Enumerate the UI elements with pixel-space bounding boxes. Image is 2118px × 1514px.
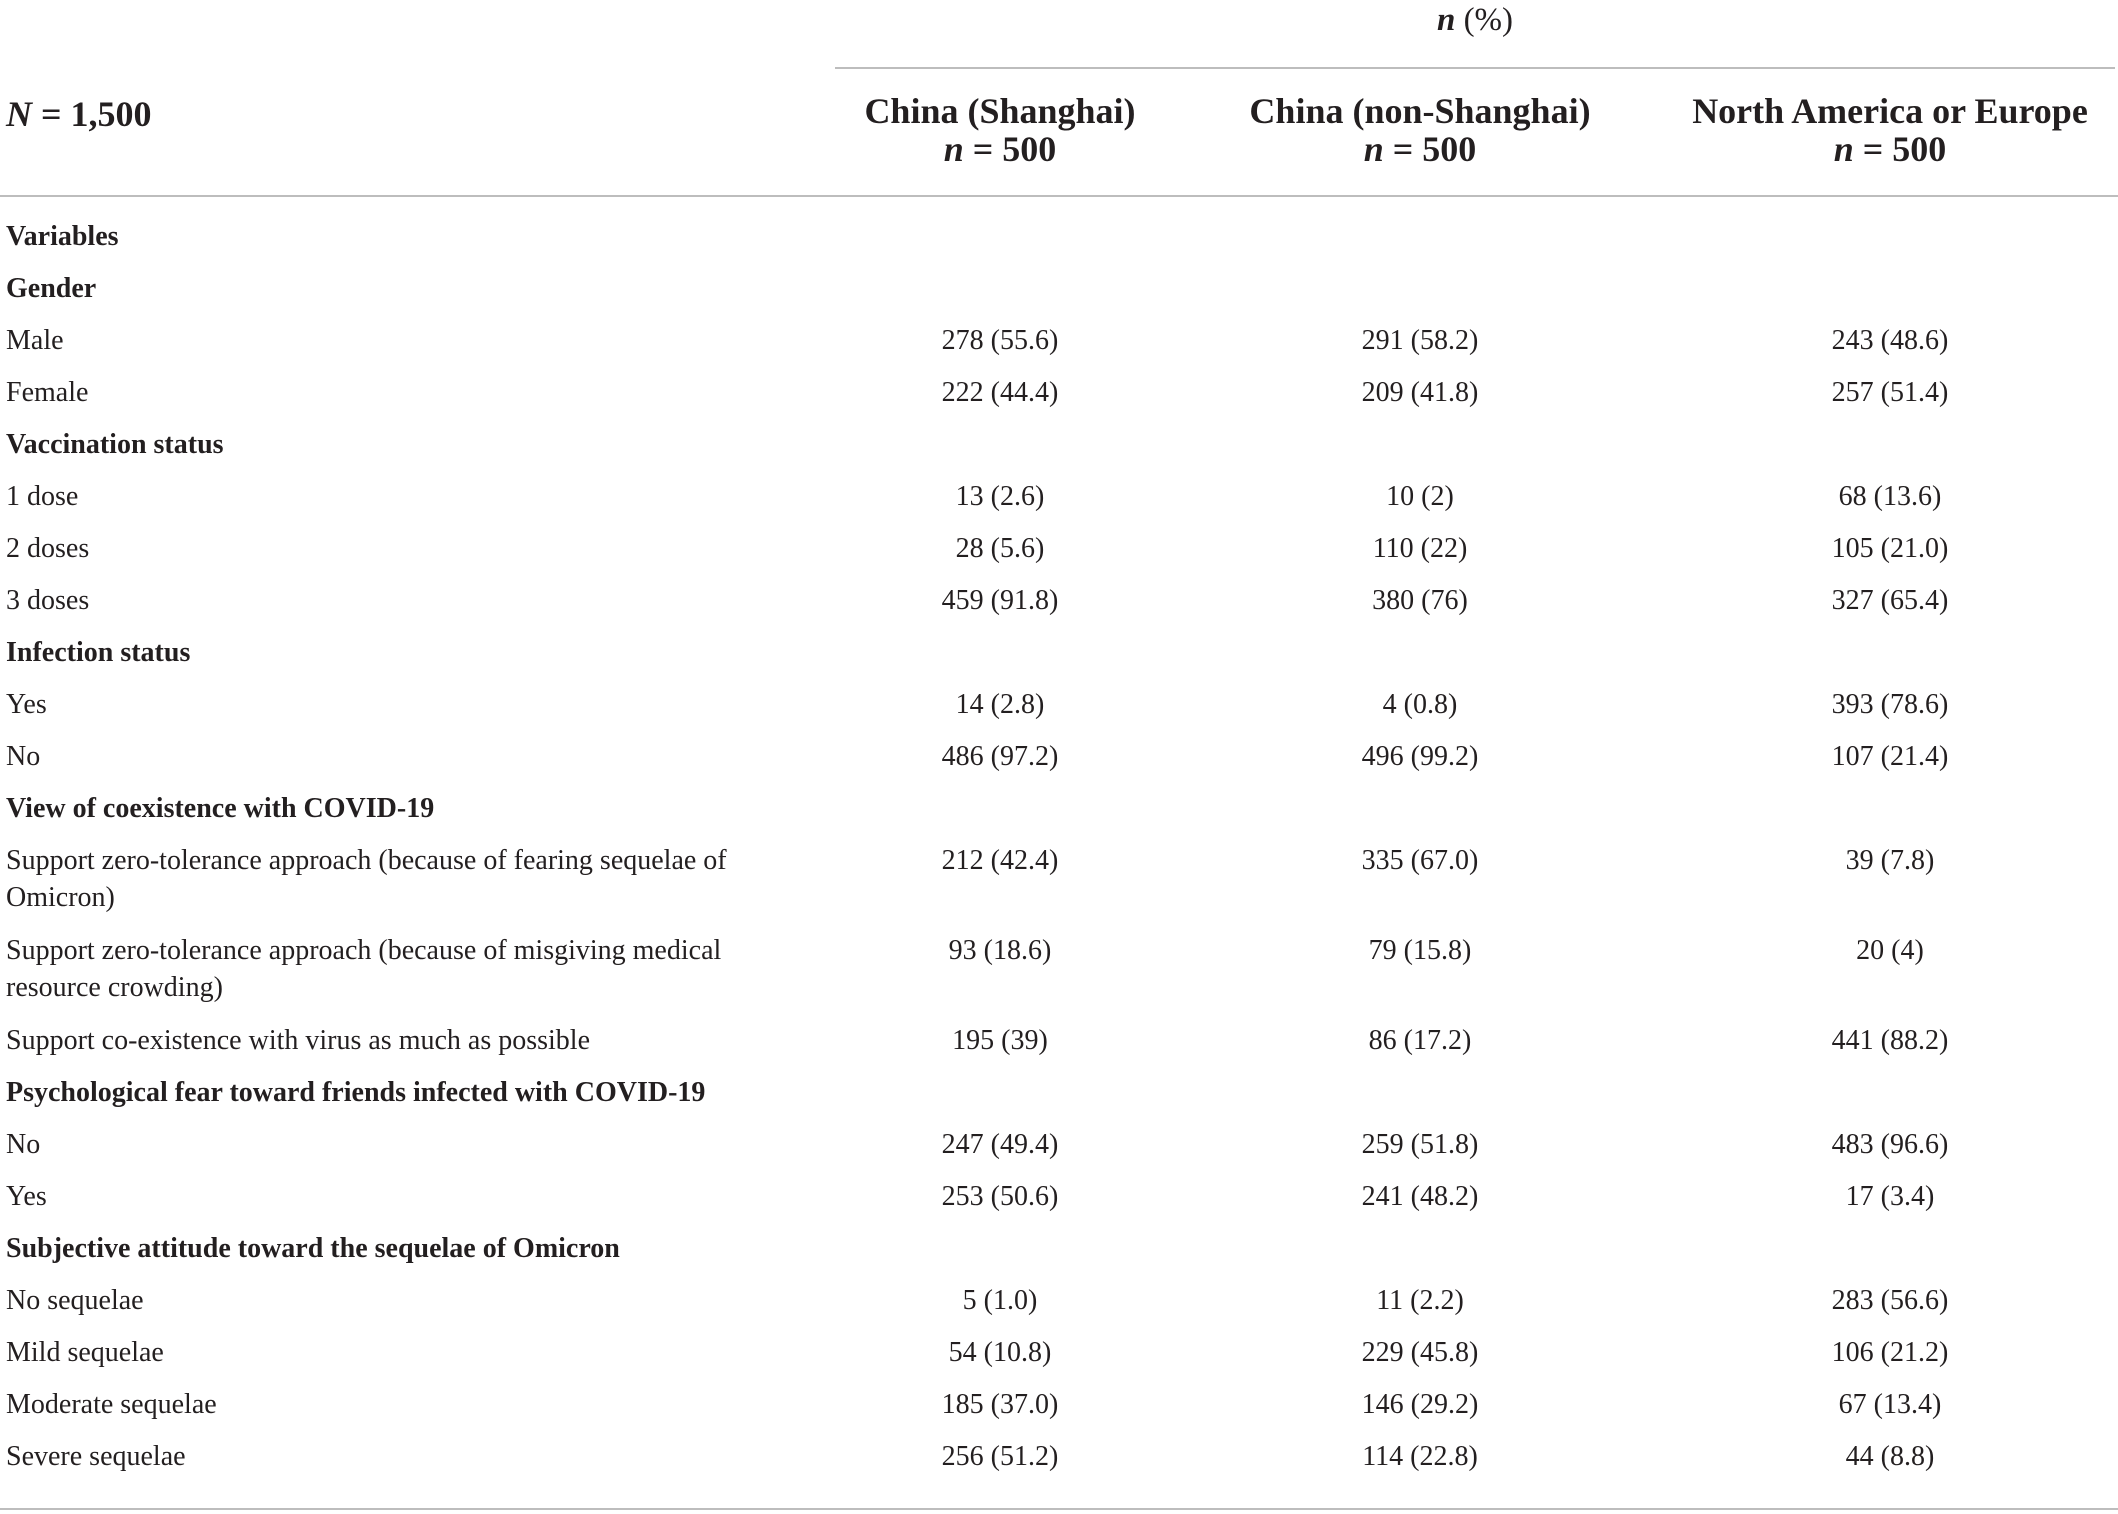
section-header-row xyxy=(0,270,2118,322)
table-cell: 4 (0.8) xyxy=(1382,689,1458,720)
table-cell: 278 (55.6) xyxy=(941,325,1059,356)
table-cell: 20 (4) xyxy=(1856,935,1924,966)
section-label: Infection status xyxy=(6,637,191,668)
row-label: Moderate sequelae xyxy=(6,1389,217,1420)
row-label: Male xyxy=(6,325,64,356)
sample-size-label xyxy=(6,92,152,136)
table-cell: 259 (51.8) xyxy=(1361,1129,1479,1160)
group-divider xyxy=(835,67,2115,69)
table-row xyxy=(0,1178,2118,1230)
table-cell: 256 (51.2) xyxy=(941,1441,1059,1472)
row-label: Yes xyxy=(6,1181,47,1212)
column-header-name: North America or Europe xyxy=(1692,91,2088,131)
section-header-row xyxy=(0,1230,2118,1282)
table-cell: 459 (91.8) xyxy=(941,585,1059,616)
table-cell: 39 (7.8) xyxy=(1845,845,1935,876)
table-row xyxy=(0,932,2118,1022)
sample-size-value: = 1,500 xyxy=(32,94,152,134)
table-row xyxy=(0,1022,2118,1074)
column-header-n-value: = 500 xyxy=(1853,129,1947,169)
table-cell: 291 (58.2) xyxy=(1361,325,1479,356)
table-bottom-rule xyxy=(0,1508,2118,1510)
table-cell: 243 (48.6) xyxy=(1831,325,1949,356)
table-row xyxy=(0,322,2118,374)
table-cell: 486 (97.2) xyxy=(941,741,1059,772)
table-cell: 54 (10.8) xyxy=(948,1337,1052,1368)
section-label: Vaccination status xyxy=(6,429,224,460)
column-header-n xyxy=(1680,130,2100,168)
column-header-n-symbol: n xyxy=(1833,129,1854,169)
row-label: 2 doses xyxy=(6,533,90,564)
table-cell: 79 (15.8) xyxy=(1368,935,1472,966)
section-header-row xyxy=(0,426,2118,478)
table-cell: 68 (13.6) xyxy=(1838,481,1942,512)
table-cell: 327 (65.4) xyxy=(1831,585,1949,616)
column-header-n xyxy=(790,130,1210,168)
table-cell: 222 (44.4) xyxy=(941,377,1059,408)
column-header-north-america-europe xyxy=(1680,92,2100,168)
table-row xyxy=(0,1334,2118,1386)
table-row xyxy=(0,738,2118,790)
row-label: Female xyxy=(6,377,89,408)
section-header-row xyxy=(0,1074,2118,1126)
table-row xyxy=(0,1126,2118,1178)
group-header xyxy=(835,0,2115,40)
table-row xyxy=(0,1438,2118,1490)
row-label: No sequelae xyxy=(6,1285,144,1316)
table-cell: 212 (42.4) xyxy=(941,845,1059,876)
table-cell: 283 (56.6) xyxy=(1831,1285,1949,1316)
column-header-n xyxy=(1210,130,1630,168)
column-header-name: China (Shanghai) xyxy=(864,91,1136,131)
table-cell: 13 (2.6) xyxy=(955,481,1045,512)
table-cell: 229 (45.8) xyxy=(1361,1337,1479,1368)
section-header-row xyxy=(0,790,2118,842)
section-label: Subjective attitude toward the sequelae of Omicron xyxy=(6,1233,620,1264)
table-cell: 17 (3.4) xyxy=(1845,1181,1935,1212)
table-cell: 441 (88.2) xyxy=(1831,1025,1949,1056)
table-row xyxy=(0,582,2118,634)
table-cell: 110 (22) xyxy=(1372,533,1468,564)
table-row xyxy=(0,686,2118,738)
table-cell: 146 (29.2) xyxy=(1361,1389,1479,1420)
table-cell: 185 (37.0) xyxy=(941,1389,1059,1420)
column-header-name: China (non-Shanghai) xyxy=(1249,91,1591,131)
table-cell: 106 (21.2) xyxy=(1831,1337,1949,1368)
row-label: Support zero-tolerance approach (because of misgiving medical resource crowding) xyxy=(6,935,722,1003)
section-label: View of coexistence with COVID-19 xyxy=(6,793,435,824)
table-cell: 247 (49.4) xyxy=(941,1129,1059,1160)
table-cell: 11 (2.2) xyxy=(1376,1285,1464,1316)
table-cell: 380 (76) xyxy=(1372,585,1468,616)
table-cell: 86 (17.2) xyxy=(1368,1025,1472,1056)
table-cell: 496 (99.2) xyxy=(1361,741,1479,772)
section-header-row xyxy=(0,218,2118,270)
table-cell: 257 (51.4) xyxy=(1831,377,1949,408)
table-cell: 5 (1.0) xyxy=(962,1285,1038,1316)
table-cell: 105 (21.0) xyxy=(1831,533,1949,564)
row-label: Mild sequelae xyxy=(6,1337,164,1368)
table-cell: 114 (22.8) xyxy=(1362,1441,1478,1472)
column-header-n-value: = 500 xyxy=(963,129,1057,169)
table-row xyxy=(0,1282,2118,1334)
section-label: Gender xyxy=(6,273,97,304)
table-cell: 14 (2.8) xyxy=(955,689,1045,720)
table-cell: 241 (48.2) xyxy=(1361,1181,1479,1212)
table-cell: 93 (18.6) xyxy=(948,935,1052,966)
row-label: Severe sequelae xyxy=(6,1441,186,1472)
table-cell: 107 (21.4) xyxy=(1831,741,1949,772)
row-label: No xyxy=(6,741,41,772)
row-label: Yes xyxy=(6,689,47,720)
column-header-shanghai xyxy=(790,92,1210,168)
header-divider xyxy=(0,195,2118,197)
table-body xyxy=(0,218,2118,1490)
table-cell: 335 (67.0) xyxy=(1361,845,1479,876)
table-row xyxy=(0,842,2118,932)
row-label: 3 doses xyxy=(6,585,90,616)
table-row xyxy=(0,1386,2118,1438)
table-row xyxy=(0,374,2118,426)
sample-size-symbol: N xyxy=(6,94,32,134)
table-cell: 483 (96.6) xyxy=(1831,1129,1949,1160)
column-header-n-symbol: n xyxy=(943,129,964,169)
column-header-non-shanghai xyxy=(1210,92,1630,168)
table-cell: 44 (8.8) xyxy=(1845,1441,1935,1472)
table-row xyxy=(0,530,2118,582)
table-cell: 393 (78.6) xyxy=(1831,689,1949,720)
table-cell: 253 (50.6) xyxy=(941,1181,1059,1212)
table-cell: 10 (2) xyxy=(1386,481,1454,512)
row-label: No xyxy=(6,1129,41,1160)
table-cell: 195 (39) xyxy=(952,1025,1048,1056)
table-row xyxy=(0,478,2118,530)
table-cell: 67 (13.4) xyxy=(1838,1389,1942,1420)
column-header-n-value: = 500 xyxy=(1383,129,1477,169)
row-label: 1 dose xyxy=(6,481,79,512)
section-header-row xyxy=(0,634,2118,686)
table-cell: 28 (5.6) xyxy=(955,533,1045,564)
group-header-rest: (%) xyxy=(1455,2,1514,38)
group-header-italic: n xyxy=(1436,2,1456,38)
column-header-n-symbol: n xyxy=(1363,129,1384,169)
row-label: Support zero-tolerance approach (because of fearing sequelae of Omicron) xyxy=(6,845,727,913)
table-cell: 209 (41.8) xyxy=(1361,377,1479,408)
row-label: Support co-existence with virus as much as possible xyxy=(6,1025,591,1056)
section-label: Variables xyxy=(6,221,119,252)
section-label: Psychological fear toward friends infected with COVID-19 xyxy=(6,1077,706,1108)
